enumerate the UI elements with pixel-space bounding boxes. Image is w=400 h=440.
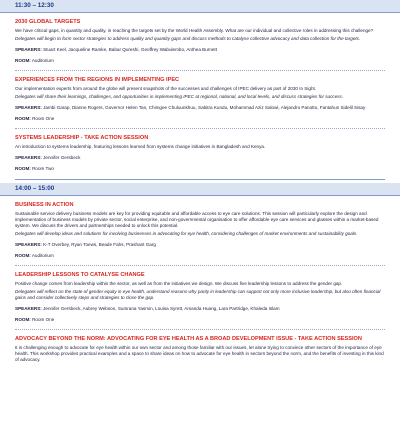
session-description: Positive change comes from leadership within the sector, as well as from the initiatives we design. We discuss five leadership lessons to address the gender gap. — [15, 281, 343, 286]
session-divider — [15, 128, 385, 129]
session-2030-global-targets — [0, 19, 400, 64]
room-value: Auditorium — [31, 253, 54, 258]
session-room — [15, 116, 385, 122]
session-divider — [15, 70, 385, 71]
time-slot-header: 14:00 – 15:00 — [0, 183, 400, 196]
session-experiences-ipec — [0, 77, 400, 122]
session-room — [15, 166, 385, 172]
speakers-label: SPEAKERS: — [15, 242, 42, 247]
room-value: Room One — [32, 317, 55, 322]
speakers-list: Jambi Garap, Dianne Rogers, Governor Helen Tan, Chimgee Chuluunkhuu, Sabitra Kundu, Mohammad Aziz Salowi, Alejandro Panotto, Fantahun Sidelil Sisay — [43, 105, 366, 110]
room-label: ROOM: — [15, 253, 31, 258]
session-description: An introduction to systems leadership, featuring lessons learned from systems change initiatives in Bangladesh and Kenya. — [15, 144, 266, 149]
room-value: Room Two — [32, 166, 54, 171]
session-speakers — [15, 242, 385, 248]
speakers-list: Jennifer Gersbeck — [43, 155, 81, 160]
session-divider — [15, 329, 385, 330]
session-objective: Delegates will begin to form sector strategies to address quality and quantity gaps and discuss methods to catalyse collective advocacy and data collection for the targets. — [15, 36, 361, 41]
session-title: LEADERSHIP LESSONS TO CATALYSE CHANGE — [15, 272, 145, 278]
session-room — [15, 253, 385, 259]
session-title: EXPERIENCES FROM THE REGIONS IN IMPLEMENTING IPEC — [15, 77, 180, 83]
speakers-label: SPEAKERS: — [15, 306, 42, 311]
session-leadership-lessons — [0, 272, 400, 323]
session-description: Our implementation experts from around the globe will present snapshots of the successes and challenges of IPEC delivery as part of 2030 In Sight. — [15, 86, 317, 91]
speakers-label: SPEAKERS: — [15, 47, 42, 52]
room-label: ROOM: — [15, 166, 31, 171]
session-title: SYSTEMS LEADERSHIP - TAKE ACTION SESSION — [15, 135, 149, 141]
time-slot-header: 11:30 – 12:30 — [0, 0, 400, 13]
session-objective: Delegates will share their learnings, challenges, and opportunities in implementing IPEC at regional, national, and local levels, and discuss strategies for success. — [15, 94, 344, 99]
session-description: It is challenging enough to advocate for eye health within our own sector and among those familiar with our issues, let alone trying to convince other sectors of the importance of eye health. This workshop provides practical examples and a space to share ideas on how to advocate for eye health in sectors beyond the norm, and the benefits of investing in this kind of advocacy. — [15, 345, 384, 362]
session-title: ADVOCACY BEYOND THE NORM: ADVOCATING FOR EYE HEALTH AS A BROAD DEVELOPMENT ISSUE - TAKE ACTION SESSION — [15, 336, 362, 342]
speakers-list: Jennifer Gersbeck, Aubrey Webson, Sumrana Yasmin, Louisa Syrett, Amanda Huang, Lara Partridge, Khaleda Islam — [43, 306, 280, 311]
session-title: 2030 GLOBAL TARGETS — [15, 19, 81, 25]
session-room — [15, 317, 385, 323]
session-title: BUSINESS IN ACTION — [15, 202, 74, 208]
speakers-label: SPEAKERS: — [15, 155, 42, 160]
session-divider — [15, 265, 385, 266]
session-objective: Delegates will develop ideas and solutions for involving businesses in advocating for eye health, considering challenges of market environments and sustainability goals. — [15, 231, 358, 236]
session-description: Sustainable service delivery business models are key for providing equitable and affordable access to eye care solutions. This session will particularly explore the design and implementation of business models by private sector, social enterprise, and non-governmental organisation to offer affordable eye care services and glasses within a market-based system. We discuss the drivers and partnerships needed to unlock this potential. — [15, 211, 379, 228]
session-speakers — [15, 155, 385, 161]
session-advocacy-beyond-norm — [0, 336, 400, 363]
session-speakers — [15, 306, 385, 312]
room-value: Room One — [32, 116, 55, 121]
room-label: ROOM: — [15, 58, 31, 63]
room-label: ROOM: — [15, 317, 31, 322]
speakers-list: K-T Overbey, Ryan Toews, Beade Fahs, Prashant Garg — [43, 242, 156, 247]
session-description: We have critical gaps, in quantity and quality, in reaching the targets set by the World Health Assembly. What are our individual and collective roles in addressing this challenge? — [15, 28, 374, 33]
room-value: Auditorium — [31, 58, 54, 63]
speakers-label: SPEAKERS: — [15, 105, 42, 110]
session-objective: Delegates will reflect on the state of gender equity in eye health, understand reasons why parity in leadership can support not only more inclusive leadership, but also often financial gains and consider collectively steps and strategies to close the gap. — [15, 289, 381, 300]
speakers-list: Stuart Keel, Jacqueline Ramke, Babar Qureshi, Geoffrey Wabulembo, Anthea Burnett — [43, 47, 217, 52]
session-speakers — [15, 105, 385, 111]
session-speakers — [15, 47, 385, 53]
session-systems-leadership — [0, 135, 400, 172]
slot-divider — [15, 179, 385, 180]
session-room — [15, 58, 385, 64]
session-business-in-action — [0, 202, 400, 259]
room-label: ROOM: — [15, 116, 31, 121]
